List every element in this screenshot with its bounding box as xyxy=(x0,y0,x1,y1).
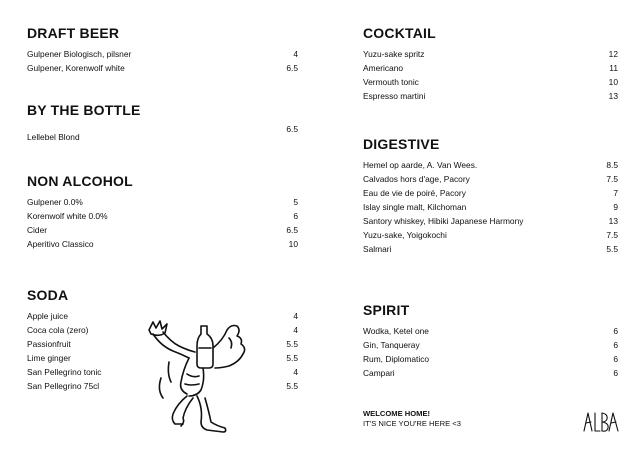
item-name: Rum, Diplomatico xyxy=(363,354,430,364)
menu-item xyxy=(363,172,618,186)
menu-item xyxy=(363,242,618,256)
item-price: 11 xyxy=(609,63,618,73)
menu-item xyxy=(363,200,618,214)
menu-item xyxy=(363,214,618,228)
item-name: Gulpener, Korenwolf white xyxy=(27,63,125,73)
item-price: 6 xyxy=(293,211,298,221)
item-price: 8.5 xyxy=(606,160,618,170)
item-price: 4 xyxy=(293,325,298,335)
item-name: Korenwolf white 0.0% xyxy=(27,211,108,221)
item-price: 4 xyxy=(293,311,298,321)
menu-item xyxy=(363,324,618,338)
item-price: 5.5 xyxy=(606,244,618,254)
item-price: 6.5 xyxy=(286,63,298,73)
menu-item xyxy=(363,228,618,242)
item-name: Gin, Tanqueray xyxy=(363,340,420,350)
item-name: Yuzu-sake, Yoigokochi xyxy=(363,230,447,240)
menu-item xyxy=(363,186,618,200)
item-name: Santory whiskey, Hibiki Japanese Harmony xyxy=(363,216,524,226)
item-price: 6 xyxy=(613,340,618,350)
section-title: SODA xyxy=(27,287,69,303)
section-digestive xyxy=(363,136,618,256)
item-price: 6.5 xyxy=(286,124,298,134)
welcome-message xyxy=(363,409,461,429)
item-name: Lime ginger xyxy=(27,353,71,363)
welcome-title: WELCOME HOME! xyxy=(363,409,431,418)
item-name: Americano xyxy=(363,63,404,73)
section-title: SPIRIT xyxy=(363,302,410,318)
section-title: COCKTAIL xyxy=(363,25,436,41)
section-title: DIGESTIVE xyxy=(363,136,440,152)
item-price: 6 xyxy=(613,326,618,336)
item-name: Passionfruit xyxy=(27,339,71,349)
item-name: Coca cola (zero) xyxy=(27,325,89,335)
item-name: Eau de vie de poiré, Pacory xyxy=(363,188,466,198)
item-price: 7 xyxy=(613,188,618,198)
item-price: 6 xyxy=(613,354,618,364)
item-name: Espresso martini xyxy=(363,91,426,101)
item-price: 4 xyxy=(293,49,298,59)
menu-item xyxy=(363,75,618,89)
section-title: BY THE BOTTLE xyxy=(27,102,141,118)
item-name: Gulpener Biologisch, pilsner xyxy=(27,49,132,59)
item-price: 10 xyxy=(608,77,618,87)
menu-item xyxy=(363,158,618,172)
item-name: Aperitivo Classico xyxy=(27,239,94,249)
section-spirit xyxy=(363,302,618,380)
section-non-alcohol xyxy=(27,173,298,251)
menu-item xyxy=(27,209,298,223)
menu-item xyxy=(27,61,298,75)
item-name: Islay single malt, Kilchoman xyxy=(363,202,467,212)
item-price: 13 xyxy=(608,91,618,101)
item-price: 6 xyxy=(613,368,618,378)
item-name: Hemel op aarde, A. Van Wees. xyxy=(363,160,478,170)
item-name: Cider xyxy=(27,225,48,235)
welcome-text: IT'S NICE YOU'RE HERE <3 xyxy=(363,419,461,428)
item-name: Apple juice xyxy=(27,311,68,321)
item-name: Vermouth tonic xyxy=(363,77,419,87)
item-price: 9 xyxy=(613,202,618,212)
item-name: San Pellegrino 75cl xyxy=(27,381,100,391)
menu-item xyxy=(363,47,618,61)
item-price: 10 xyxy=(288,239,298,249)
menu-item xyxy=(27,47,298,61)
section-title: NON ALCOHOL xyxy=(27,173,133,189)
section-title: DRAFT BEER xyxy=(27,25,120,41)
item-name: Calvados hors d'age, Pacory xyxy=(363,174,470,184)
item-name: Yuzu-sake spritz xyxy=(363,49,425,59)
menu-item xyxy=(27,124,298,146)
menu-item xyxy=(363,61,618,75)
menu-item xyxy=(27,237,298,251)
item-price: 5.5 xyxy=(286,381,298,391)
item-name: Lellebel Blond xyxy=(27,132,80,142)
item-price: 5 xyxy=(293,197,298,207)
menu-item xyxy=(27,223,298,237)
item-price: 12 xyxy=(608,49,618,59)
item-price: 5.5 xyxy=(286,353,298,363)
menu-item xyxy=(363,89,618,103)
item-name: Wodka, Ketel one xyxy=(363,326,429,336)
alba-logo-icon xyxy=(583,410,619,439)
item-price: 13 xyxy=(608,216,618,226)
item-price: 5.5 xyxy=(286,339,298,349)
item-name: San Pellegrino tonic xyxy=(27,367,102,377)
section-by-the-bottle xyxy=(27,102,298,146)
item-name: Campari xyxy=(363,368,395,378)
menu-item xyxy=(363,366,618,380)
menu-right-column xyxy=(363,0,618,452)
dancing-figure-icon xyxy=(143,318,253,443)
menu-item xyxy=(363,352,618,366)
menu-item xyxy=(363,338,618,352)
item-price: 4 xyxy=(293,367,298,377)
item-name: Salmari xyxy=(363,244,392,254)
item-price: 7.5 xyxy=(606,230,618,240)
item-name: Gulpener 0.0% xyxy=(27,197,83,207)
menu-item xyxy=(27,195,298,209)
section-draft-beer xyxy=(27,25,298,75)
section-cocktail xyxy=(363,25,618,103)
item-price: 7.5 xyxy=(606,174,618,184)
item-price: 6.5 xyxy=(286,225,298,235)
